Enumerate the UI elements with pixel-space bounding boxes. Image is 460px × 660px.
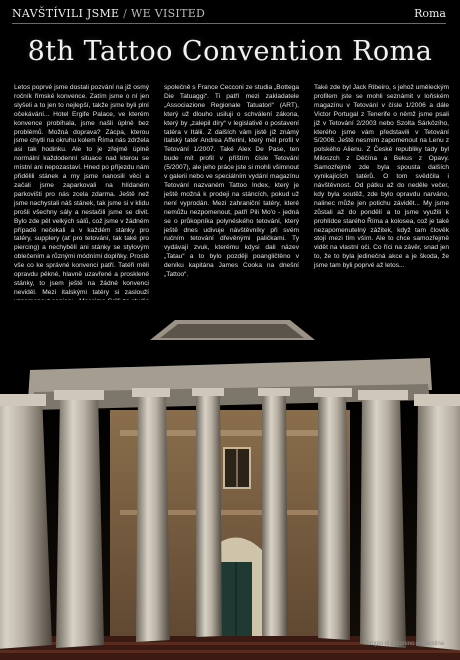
article-column-1: Letos poprvé jsme dostali pozvání na již osmý ročník římské konvence. Zatím jsme o ní jen slyšeli a to jen to nejlepší, takže jsme byli plní očekávání... Hotel Ergife Palace, ve kterém konvence probíhala, jsme našli úplně bez problémů. Možná doprava? Zácpa, kterou jsme chytli na okruhu kolem Říma nás zdržela asi tak hodinku. Ale to je zřejmě úplně normální každodenní situace nad kterou se místní ani nepozastaví. Hned po příjezdu nám přidělili stánek a my jsme nanosili věci a začali jsme zaparkovali na hlídaném parkovišti pro nás zcela zdarma. Ještě než jsme nachystali náš stánek, tak jsme si v klidu prošli všechny sály a nestačili jsme se divit. Bylo zde pět velkých sálů, což jsme v žádném případě nečekali a v každém stánky pro tatéry, supplery (ať pro tetování, tak také pro piercing) a nechybělí ani stánky se stylovým oblečením a různými módními doplňky. Prostě vše co ke správné konvenci patří. Tatéři měli opravdu pěkné, hlavně uzavřené a prosklené stánky, to jsem ještě na žádné konvenci neviděl. Mezi italskými tatéry si zaslouží (14, 84, 149, 296)
location-label: Roma (414, 7, 446, 20)
article-column-3: Také zde byl Jack Ribeiro, s jehož uměleckým profilem jste se mohli seznámit v loňském magazínu v Tetování v čísle 1/2006 a dále Victor Portugal z Tenerife o němž jsme psali již v Tetování 2/2003 nebo Szolta Sárközího, kterého jsme vám představili v Tetování 5/2006. Ještě nesmím zapomenout na Lenu z polského Alienu. Z České republiky tady byl Miloszch z Děčína a Bekus z Opavy. Samozřejmě zde byla spousta dalších vynikajících tatérů. O tom svědčila i návštěvnost. Od pátku až do neděle večer, kdy byla soutěž, zde bylo opravdu narváno, nalinec může jen potichu závidět... My jsme zůstali až do pondělí a to jsme využili k prohlídce starého Říma a kolosea, což je také nezapomenutelný zážitek, když tam člověk stojí mezi tím vším. Ale to chce samozřejmě vidět na vlastní oči. Co říci na závěr, snad jen to, že to byla jedinečná akce a je škoda, že jsme tam byli poprvé až letos... (314, 84, 449, 270)
section-label: NAVŠTÍVILI JSME (12, 7, 120, 20)
section-label-en: WE VISITED (130, 7, 206, 20)
header-divider (12, 23, 446, 24)
photo-caption: Tempio di Antonino e Faustina (363, 641, 444, 647)
section-title (12, 7, 205, 20)
article-headline: 8th Tattoo Convention Roma (27, 36, 433, 67)
temple-photo (0, 300, 460, 660)
section-separator: / (123, 7, 128, 20)
page-header (0, 0, 460, 26)
temple-illustration (0, 300, 460, 660)
article-column-2: společně s France Cecconi ze studia „Bottega Die Tatuaggi“. Ti patří mezi zakladatele „Associazione Regionale Tatuatori“ (ART), který už dlouho usiluji o schválení zákona, který by „zalepil díry“ v legislativě o postavení tatéra v Itálii. Z dalších vám jistě již známý italský tatér Andrea Afferini, který měl profil v Tetování 1/2007. Také Alex De Pase, ten bude mít profil v příštím čísle Tetování (5/2007), ale jeho práce jste si mohli všimnout v galerii nebo ve speciálním vydání magazínu Tetování nazvaném Tattoo Index, který je ještě možná k prodeji na stáncích, pokud už není vyprodán. Mezi zahraniční tatéry, které nemůžu nezpomenout, patří Pili Mo'o - jedná se o průkopníka polynéského tetování, který ještě dnes udivuje návštěvníky při svém ručním tetování dřevěnými paličkami. Ty vydávají zvuk, kterému kdysi dali název „Tatau“ a to bylo později poangličtěno v deníku kapitána James Cooka na dnešní „Tattoo“. (164, 84, 299, 279)
